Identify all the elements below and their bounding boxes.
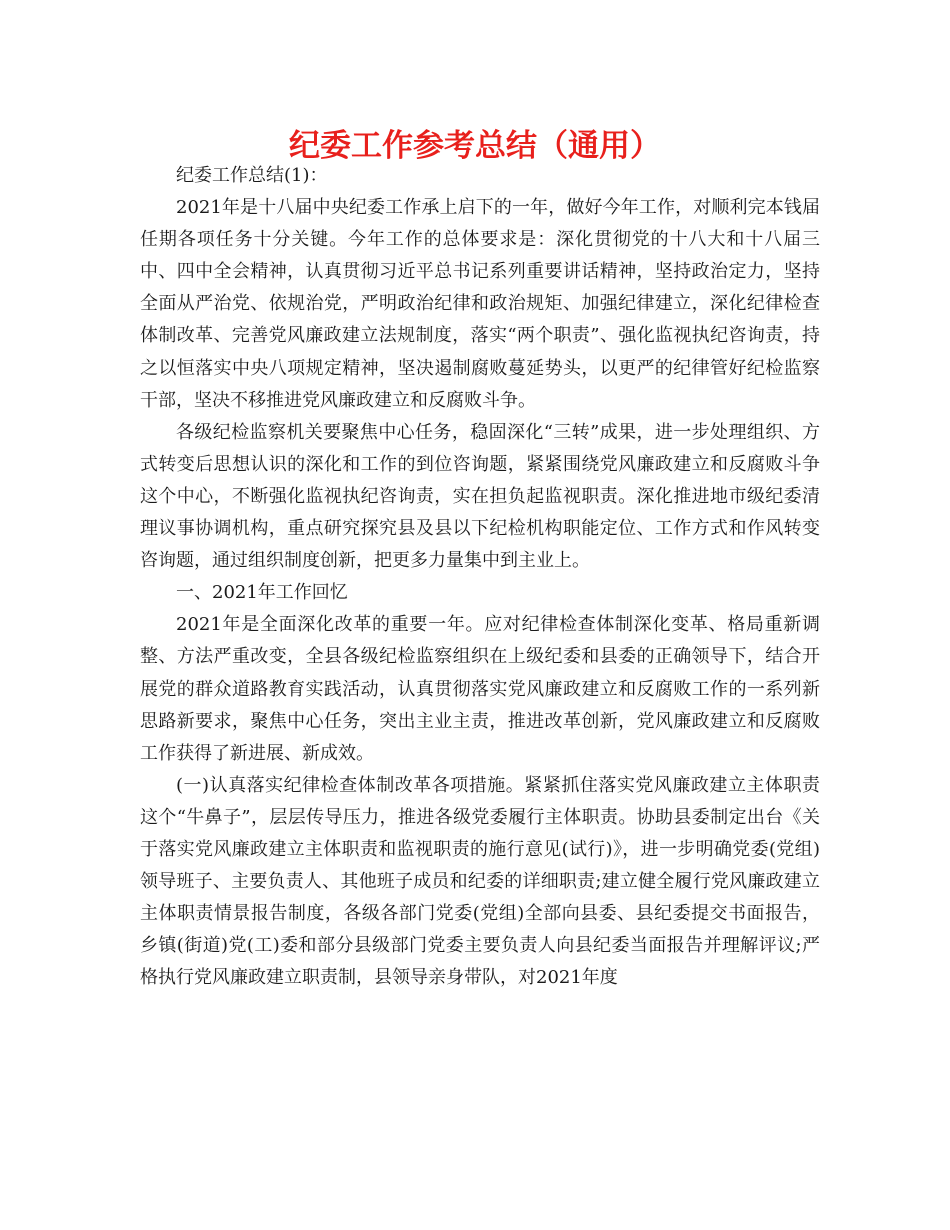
section-heading: 一、2021年工作回忆 (176, 582, 348, 604)
document-body (140, 160, 820, 994)
document-title: 纪委工作参考总结（通用） (289, 128, 661, 164)
paragraph: 各级纪检监察机关要聚焦中心任务，稳固深化“三转”成果，进一步处理组织、方式转变后思想认识的深化和工作的到位咨询题，紧紧围绕党风廉政建立和反腐败斗争这个中心，不断强化监视执纪咨询责，实在担负起监视职责。深化推进地市级纪委清理议事协调机构，重点研究探究县及县以下纪检机构职能定位、工作方式和作风转变咨询题，通过组织制度创新，把更多力量集中到主业上。 (140, 421, 820, 572)
paragraph: (一)认真落实纪律检查体制改革各项措施。紧紧抓住落实党风廉政建立主体职责这个“牛鼻子”，层层传导压力，推进各级党委履行主体职责。协助县委制定出台《关于落实党风廉政建立主体职责和监视职责的施行意见(试行)》，进一步明确党委(党组)领导班子、主要负责人、其他班子成员和纪委的详细职责;建立健全履行党风廉政建立主体职责情景报告制度，各级各部门党委(党组)全部向县委、县纪委提交书面报告，乡镇(街道)党(工)委和部分县级部门党委主要负责人向县纪委当面报告并理解评议;严格执行党风廉政建立职责制，县领导亲身带队，对2021年度 (140, 774, 820, 989)
paragraph: 2021年是十八届中央纪委工作承上启下的一年，做好今年工作，对顺利完本钱届任期各项任务十分关键。今年工作的总体要求是：深化贯彻党的十八大和十八届三中、四中全会精神，认真贯彻习近平总书记系列重要讲话精神，坚持政治定力，坚持全面从严治党、依规治党，严明政治纪律和政治规矩、加强纪律建立，深化纪律检查体制改革、完善党风廉政建立法规制度，落实“两个职责”、强化监视执纪咨询责，持之以恒落实中央八项规定精神，坚决遏制腐败蔓延势头，以更严的纪律管好纪检监察干部，坚决不移推进党风廉政建立和反腐败斗争。 (140, 197, 820, 411)
paragraph: 2021年是全面深化改革的重要一年。应对纪律检查体制深化变革、格局重新调整、方法严重改变，全县各级纪检监察组织在上级纪委和县委的正确领导下，结合开展党的群众道路教育实践活动，认真贯彻落实党风廉政建立和反腐败工作的一系列新思路新要求，聚焦中心任务，突出主业主责，推进改革创新，党风廉政建立和反腐败工作获得了新进展、新成效。 (140, 614, 820, 764)
paragraph-heading: 纪委工作总结(1)： (176, 165, 328, 186)
